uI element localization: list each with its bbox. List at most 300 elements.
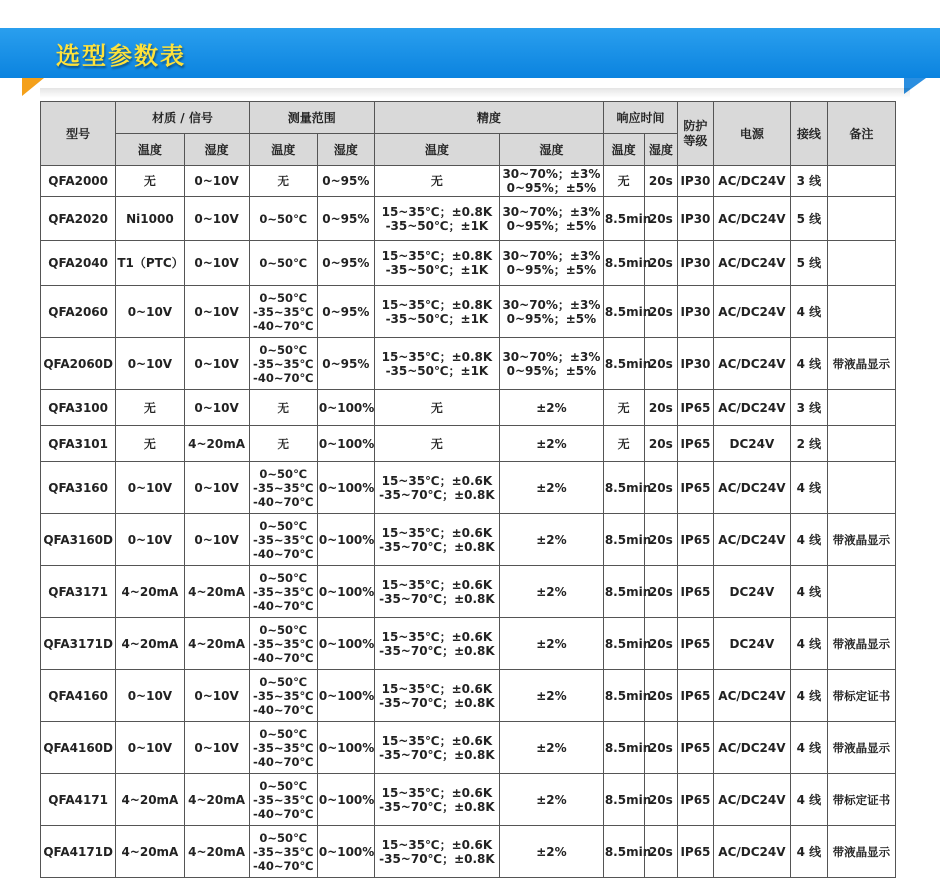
- cell-range-temp: [249, 286, 317, 338]
- table-row: [41, 426, 896, 462]
- cell-response-temp: 8.5min: [603, 826, 644, 878]
- cell-material-temp: Ni1000: [116, 197, 184, 241]
- cell-accuracy-temp: [374, 462, 499, 514]
- cell-model: QFA3171D: [41, 618, 116, 670]
- cell-power: AC/DC24V: [713, 286, 790, 338]
- cell-range-hum: 0~100%: [317, 826, 374, 878]
- banner-shadow: [40, 88, 910, 98]
- cell-remark: 带液晶显示: [827, 514, 895, 566]
- cell-response-temp: 8.5min: [603, 514, 644, 566]
- cell-accuracy-temp-line: -35~50℃；±1K: [385, 263, 489, 277]
- cell-power: AC/DC24V: [713, 826, 790, 878]
- banner: [0, 28, 940, 78]
- cell-accuracy-hum: [500, 286, 604, 338]
- cell-accuracy-hum-line: 30~70%；±3%: [502, 349, 601, 364]
- cell-power: AC/DC24V: [713, 241, 790, 286]
- cell-accuracy-hum: [500, 390, 604, 426]
- cell-range-temp-line: -40~70℃: [253, 754, 314, 769]
- table-row: [41, 514, 896, 566]
- cell-range-temp-line: 无: [277, 400, 289, 415]
- header-range-hum: 湿度: [317, 134, 374, 166]
- cell-range-temp: [249, 566, 317, 618]
- cell-remark: [827, 241, 895, 286]
- cell-accuracy-temp-line: -35~70℃；±0.8K: [379, 799, 495, 814]
- cell-power: AC/DC24V: [713, 166, 790, 197]
- cell-accuracy-temp-line: 15~35℃；±0.6K: [381, 525, 493, 540]
- cell-model: QFA4160: [41, 670, 116, 722]
- cell-accuracy-hum-line: 0~95%；±5%: [506, 311, 597, 326]
- cell-accuracy-temp-line: -35~50℃；±1K: [385, 363, 489, 378]
- cell-range-temp-line: -40~70℃: [253, 598, 314, 613]
- cell-accuracy-temp: [374, 670, 499, 722]
- cell-accuracy-hum: [500, 241, 604, 286]
- cell-range-temp-line: 0~50℃: [259, 830, 307, 845]
- table-header: [41, 102, 896, 166]
- cell-range-temp-line: 0~50℃: [259, 674, 307, 689]
- cell-material-temp: 4~20mA: [116, 826, 184, 878]
- cell-power: DC24V: [713, 618, 790, 670]
- cell-response-temp: 8.5min: [603, 618, 644, 670]
- cell-range-temp: [249, 774, 317, 826]
- cell-response-temp: 8.5min: [603, 670, 644, 722]
- cell-range-temp-line: -35~35℃: [253, 636, 314, 651]
- cell-model: QFA4160D: [41, 722, 116, 774]
- cell-remark: [827, 286, 895, 338]
- cell-response-hum: 20s: [644, 286, 678, 338]
- cell-range-temp-line: 0~50℃: [259, 778, 307, 793]
- cell-model: QFA4171: [41, 774, 116, 826]
- cell-response-temp: 8.5min: [603, 566, 644, 618]
- cell-protection: IP65: [678, 462, 714, 514]
- cell-model: QFA3101: [41, 426, 116, 462]
- cell-material-hum: 0~10V: [184, 514, 249, 566]
- cell-range-temp-line: 无: [277, 174, 289, 188]
- cell-range-hum: 0~100%: [317, 390, 374, 426]
- cell-model: QFA2000: [41, 166, 116, 197]
- cell-material-hum: 0~10V: [184, 286, 249, 338]
- cell-power: AC/DC24V: [713, 197, 790, 241]
- cell-remark: [827, 426, 895, 462]
- cell-material-hum: 0~10V: [184, 197, 249, 241]
- cell-material-hum: 0~10V: [184, 241, 249, 286]
- cell-accuracy-temp-line: 15~35℃；±0.8K: [381, 204, 493, 219]
- cell-wiring: 4 线: [791, 618, 828, 670]
- cell-accuracy-temp-line: 15~35℃；±0.6K: [381, 785, 493, 800]
- cell-accuracy-temp-line: -35~50℃；±1K: [385, 218, 489, 233]
- header-material-temp: 温度: [116, 134, 184, 166]
- cell-response-hum: 20s: [644, 166, 678, 197]
- header-accuracy: 精度: [374, 102, 603, 134]
- cell-range-temp-line: 0~50℃: [259, 342, 307, 357]
- cell-range-temp-line: -35~35℃: [253, 844, 314, 859]
- cell-accuracy-temp: [374, 514, 499, 566]
- cell-range-temp-line: -40~70℃: [253, 806, 314, 821]
- header-remark: 备注: [827, 102, 895, 166]
- header-response-hum: 湿度: [644, 134, 678, 166]
- cell-range-temp-line: -40~70℃: [253, 702, 314, 717]
- cell-range-temp-line: -35~35℃: [253, 792, 314, 807]
- cell-accuracy-temp-line: 15~35℃；±0.8K: [381, 349, 493, 364]
- cell-accuracy-temp-line: -35~70℃；±0.8K: [379, 487, 495, 502]
- cell-accuracy-temp: [374, 338, 499, 390]
- cell-response-hum: 20s: [644, 670, 678, 722]
- cell-remark: [827, 197, 895, 241]
- cell-response-temp: 无: [603, 166, 644, 197]
- cell-accuracy-hum-line: 30~70%；±3%: [502, 204, 601, 219]
- cell-accuracy-temp: [374, 426, 499, 462]
- cell-range-temp-line: -35~35℃: [253, 304, 314, 319]
- cell-range-temp: [249, 618, 317, 670]
- cell-material-temp: 0~10V: [116, 338, 184, 390]
- cell-material-hum: 4~20mA: [184, 566, 249, 618]
- cell-protection: IP30: [678, 286, 714, 338]
- cell-power: AC/DC24V: [713, 670, 790, 722]
- cell-wiring: 3 线: [791, 166, 828, 197]
- cell-range-hum: 0~100%: [317, 722, 374, 774]
- cell-accuracy-temp: [374, 286, 499, 338]
- cell-response-hum: 20s: [644, 462, 678, 514]
- cell-protection: IP65: [678, 514, 714, 566]
- cell-remark: 带液晶显示: [827, 618, 895, 670]
- cell-remark: 带标定证书: [827, 670, 895, 722]
- cell-accuracy-hum-line: ±2%: [536, 480, 567, 495]
- header-wiring: 接线: [791, 102, 828, 166]
- cell-accuracy-temp-line: 15~35℃；±0.8K: [381, 249, 493, 263]
- cell-accuracy-temp-line: -35~70℃；±0.8K: [379, 695, 495, 710]
- cell-response-hum: 20s: [644, 618, 678, 670]
- cell-material-hum: 0~10V: [184, 722, 249, 774]
- cell-accuracy-temp-line: 15~35℃；±0.6K: [381, 577, 493, 592]
- cell-accuracy-temp: [374, 197, 499, 241]
- cell-material-temp: 4~20mA: [116, 774, 184, 826]
- cell-accuracy-hum-line: ±2%: [536, 636, 567, 651]
- cell-protection: IP30: [678, 338, 714, 390]
- table-row: [41, 566, 896, 618]
- table-row: [41, 197, 896, 241]
- cell-accuracy-hum: [500, 722, 604, 774]
- cell-accuracy-hum-line: 0~95%；±5%: [506, 181, 597, 195]
- table-row: [41, 774, 896, 826]
- cell-range-temp: [249, 670, 317, 722]
- table-row: [41, 390, 896, 426]
- cell-accuracy-hum-line: ±2%: [536, 400, 567, 415]
- cell-remark: 带液晶显示: [827, 338, 895, 390]
- header-range-temp: 温度: [249, 134, 317, 166]
- cell-material-temp: 0~10V: [116, 514, 184, 566]
- cell-material-temp: T1（PTC）: [116, 241, 184, 286]
- cell-accuracy-temp-line: 无: [430, 174, 443, 188]
- cell-response-hum: 20s: [644, 514, 678, 566]
- cell-protection: IP30: [678, 166, 714, 197]
- cell-range-temp-line: -35~35℃: [253, 688, 314, 703]
- cell-accuracy-hum: [500, 774, 604, 826]
- cell-power: DC24V: [713, 566, 790, 618]
- cell-power: AC/DC24V: [713, 338, 790, 390]
- cell-range-temp-line: 0~50℃: [259, 211, 307, 226]
- table-row: [41, 241, 896, 286]
- cell-accuracy-temp: [374, 566, 499, 618]
- cell-accuracy-temp: [374, 774, 499, 826]
- cell-material-hum: 0~10V: [184, 390, 249, 426]
- cell-range-temp-line: 0~50℃: [259, 256, 307, 270]
- cell-response-hum: 20s: [644, 241, 678, 286]
- cell-accuracy-hum-line: ±2%: [536, 436, 567, 451]
- cell-material-hum: 0~10V: [184, 166, 249, 197]
- cell-accuracy-temp: [374, 241, 499, 286]
- cell-range-temp: [249, 197, 317, 241]
- cell-power: DC24V: [713, 426, 790, 462]
- cell-material-hum: 0~10V: [184, 670, 249, 722]
- cell-accuracy-hum-line: ±2%: [536, 844, 567, 859]
- cell-accuracy-temp-line: 15~35℃；±0.6K: [381, 473, 493, 488]
- cell-range-temp-line: -40~70℃: [253, 494, 314, 509]
- cell-response-temp: 8.5min: [603, 722, 644, 774]
- cell-model: QFA2060D: [41, 338, 116, 390]
- spec-table: [40, 101, 896, 878]
- cell-range-temp-line: -35~35℃: [253, 584, 314, 599]
- cell-wiring: 4 线: [791, 462, 828, 514]
- cell-material-temp: 无: [116, 166, 184, 197]
- cell-range-temp-line: -40~70℃: [253, 650, 314, 665]
- cell-wiring: 4 线: [791, 774, 828, 826]
- cell-remark: 带液晶显示: [827, 722, 895, 774]
- header-range: 测量范围: [249, 102, 374, 134]
- cell-range-temp-line: -35~35℃: [253, 480, 314, 495]
- cell-response-temp: 8.5min: [603, 197, 644, 241]
- cell-response-temp: 无: [603, 390, 644, 426]
- cell-range-temp: [249, 514, 317, 566]
- cell-range-hum: 0~95%: [317, 197, 374, 241]
- table-row: [41, 618, 896, 670]
- cell-accuracy-temp-line: -35~70℃；±0.8K: [379, 747, 495, 762]
- cell-range-temp: [249, 338, 317, 390]
- cell-response-hum: 20s: [644, 426, 678, 462]
- cell-response-hum: 20s: [644, 197, 678, 241]
- cell-range-temp-line: -40~70℃: [253, 370, 314, 385]
- cell-wiring: 2 线: [791, 426, 828, 462]
- cell-response-hum: 20s: [644, 338, 678, 390]
- cell-material-temp: 无: [116, 426, 184, 462]
- cell-protection: IP65: [678, 390, 714, 426]
- cell-accuracy-hum: [500, 426, 604, 462]
- cell-accuracy-hum: [500, 826, 604, 878]
- page-title: 选型参数表: [56, 42, 186, 70]
- cell-range-temp: [249, 390, 317, 426]
- cell-power: AC/DC24V: [713, 390, 790, 426]
- table-row: [41, 166, 896, 197]
- cell-range-hum: 0~100%: [317, 462, 374, 514]
- cell-accuracy-temp-line: 无: [430, 436, 443, 451]
- cell-accuracy-hum-line: ±2%: [536, 740, 567, 755]
- cell-response-hum: 20s: [644, 390, 678, 426]
- cell-accuracy-temp-line: -35~70℃；±0.8K: [379, 539, 495, 554]
- cell-response-temp: 无: [603, 426, 644, 462]
- cell-range-temp-line: 0~50℃: [259, 518, 307, 533]
- cell-accuracy-temp-line: 15~35℃；±0.6K: [381, 629, 493, 644]
- header-material-signal: 材质 / 信号: [116, 102, 249, 134]
- cell-accuracy-temp: [374, 618, 499, 670]
- cell-range-hum: 0~100%: [317, 514, 374, 566]
- table-row: [41, 826, 896, 878]
- cell-wiring: 4 线: [791, 338, 828, 390]
- table-row: [41, 338, 896, 390]
- cell-range-hum: 0~100%: [317, 774, 374, 826]
- cell-accuracy-temp: [374, 166, 499, 197]
- cell-protection: IP65: [678, 774, 714, 826]
- cell-response-temp: 8.5min: [603, 462, 644, 514]
- cell-accuracy-hum-line: 0~95%；±5%: [506, 363, 597, 378]
- cell-protection: IP30: [678, 197, 714, 241]
- cell-accuracy-temp-line: -35~70℃；±0.8K: [379, 591, 495, 606]
- cell-wiring: 3 线: [791, 390, 828, 426]
- cell-range-hum: 0~100%: [317, 426, 374, 462]
- cell-wiring: 5 线: [791, 197, 828, 241]
- cell-range-temp-line: 0~50℃: [259, 466, 307, 481]
- cell-model: QFA4171D: [41, 826, 116, 878]
- cell-response-temp: 8.5min: [603, 286, 644, 338]
- header-power: 电源: [713, 102, 790, 166]
- cell-material-hum: 4~20mA: [184, 774, 249, 826]
- cell-material-hum: 4~20mA: [184, 826, 249, 878]
- cell-material-hum: 0~10V: [184, 338, 249, 390]
- cell-power: AC/DC24V: [713, 722, 790, 774]
- header-response: 响应时间: [603, 102, 677, 134]
- cell-accuracy-hum: [500, 566, 604, 618]
- cell-range-hum: 0~100%: [317, 566, 374, 618]
- cell-accuracy-hum: [500, 166, 604, 197]
- cell-material-temp: 0~10V: [116, 670, 184, 722]
- cell-range-temp-line: -35~35℃: [253, 532, 314, 547]
- cell-wiring: 4 线: [791, 566, 828, 618]
- cell-range-temp-line: -40~70℃: [253, 858, 314, 873]
- cell-accuracy-hum-line: ±2%: [536, 688, 567, 703]
- cell-range-hum: 0~95%: [317, 166, 374, 197]
- cell-material-temp: 4~20mA: [116, 618, 184, 670]
- cell-protection: IP65: [678, 670, 714, 722]
- cell-range-temp: [249, 826, 317, 878]
- cell-model: QFA3100: [41, 390, 116, 426]
- cell-remark: [827, 166, 895, 197]
- cell-remark: [827, 566, 895, 618]
- cell-accuracy-hum: [500, 338, 604, 390]
- cell-response-hum: 20s: [644, 826, 678, 878]
- cell-model: QFA3160: [41, 462, 116, 514]
- cell-accuracy-temp-line: -35~50℃；±1K: [385, 311, 489, 326]
- cell-accuracy-temp-line: -35~70℃；±0.8K: [379, 851, 495, 866]
- cell-range-temp-line: -40~70℃: [253, 318, 314, 333]
- cell-response-temp: 8.5min: [603, 338, 644, 390]
- cell-range-temp-line: 0~50℃: [259, 622, 307, 637]
- cell-accuracy-hum-line: 30~70%；±3%: [502, 297, 601, 312]
- cell-wiring: 4 线: [791, 722, 828, 774]
- cell-response-temp: 8.5min: [603, 241, 644, 286]
- cell-range-temp-line: 0~50℃: [259, 726, 307, 741]
- cell-material-temp: 无: [116, 390, 184, 426]
- cell-accuracy-temp-line: 15~35℃；±0.6K: [381, 733, 493, 748]
- cell-wiring: 4 线: [791, 670, 828, 722]
- cell-accuracy-temp: [374, 826, 499, 878]
- table-row: [41, 286, 896, 338]
- cell-accuracy-hum-line: 30~70%；±3%: [502, 249, 601, 263]
- cell-accuracy-hum: [500, 462, 604, 514]
- cell-protection: IP30: [678, 241, 714, 286]
- cell-material-temp: 0~10V: [116, 462, 184, 514]
- cell-response-hum: 20s: [644, 774, 678, 826]
- cell-accuracy-temp: [374, 390, 499, 426]
- cell-accuracy-temp-line: -35~70℃；±0.8K: [379, 643, 495, 658]
- cell-power: AC/DC24V: [713, 514, 790, 566]
- cell-accuracy-hum: [500, 618, 604, 670]
- cell-wiring: 4 线: [791, 514, 828, 566]
- table-row: [41, 722, 896, 774]
- cell-accuracy-hum: [500, 514, 604, 566]
- cell-accuracy-hum-line: ±2%: [536, 584, 567, 599]
- cell-wiring: 5 线: [791, 241, 828, 286]
- cell-model: QFA3160D: [41, 514, 116, 566]
- cell-wiring: 4 线: [791, 286, 828, 338]
- cell-range-hum: 0~95%: [317, 241, 374, 286]
- cell-range-temp: [249, 462, 317, 514]
- table-row: [41, 670, 896, 722]
- cell-range-temp-line: 0~50℃: [259, 290, 307, 305]
- cell-range-temp: [249, 426, 317, 462]
- cell-accuracy-temp: [374, 722, 499, 774]
- table-row: [41, 462, 896, 514]
- cell-material-hum: 4~20mA: [184, 426, 249, 462]
- cell-accuracy-hum-line: ±2%: [536, 792, 567, 807]
- header-accuracy-temp: 温度: [374, 134, 499, 166]
- cell-protection: IP65: [678, 618, 714, 670]
- cell-accuracy-hum: [500, 197, 604, 241]
- cell-response-hum: 20s: [644, 722, 678, 774]
- cell-model: QFA2060: [41, 286, 116, 338]
- cell-protection: IP65: [678, 426, 714, 462]
- cell-power: AC/DC24V: [713, 774, 790, 826]
- cell-material-temp: 0~10V: [116, 286, 184, 338]
- cell-range-hum: 0~95%: [317, 338, 374, 390]
- cell-accuracy-temp-line: 无: [430, 400, 443, 415]
- cell-accuracy-hum-line: 30~70%；±3%: [502, 167, 601, 181]
- cell-material-hum: 0~10V: [184, 462, 249, 514]
- header-material-hum: 湿度: [184, 134, 249, 166]
- cell-model: QFA3171: [41, 566, 116, 618]
- cell-range-temp-line: 无: [277, 436, 289, 451]
- cell-power: AC/DC24V: [713, 462, 790, 514]
- header-model: 型号: [41, 102, 116, 166]
- cell-range-hum: 0~100%: [317, 670, 374, 722]
- header-protection: 防护等级: [678, 102, 714, 166]
- cell-response-hum: 20s: [644, 566, 678, 618]
- header-accuracy-hum: 湿度: [500, 134, 604, 166]
- cell-protection: IP65: [678, 566, 714, 618]
- cell-range-temp: [249, 166, 317, 197]
- cell-protection: IP65: [678, 826, 714, 878]
- header-response-temp: 温度: [603, 134, 644, 166]
- cell-accuracy-temp-line: 15~35℃；±0.6K: [381, 681, 493, 696]
- cell-model: QFA2020: [41, 197, 116, 241]
- cell-accuracy-hum-line: ±2%: [536, 532, 567, 547]
- cell-protection: IP65: [678, 722, 714, 774]
- cell-material-temp: 0~10V: [116, 722, 184, 774]
- cell-accuracy-hum: [500, 670, 604, 722]
- cell-range-temp-line: -35~35℃: [253, 740, 314, 755]
- cell-remark: [827, 390, 895, 426]
- cell-accuracy-temp-line: 15~35℃；±0.6K: [381, 837, 493, 852]
- cell-range-temp: [249, 722, 317, 774]
- cell-remark: [827, 462, 895, 514]
- cell-range-hum: 0~100%: [317, 618, 374, 670]
- cell-wiring: 4 线: [791, 826, 828, 878]
